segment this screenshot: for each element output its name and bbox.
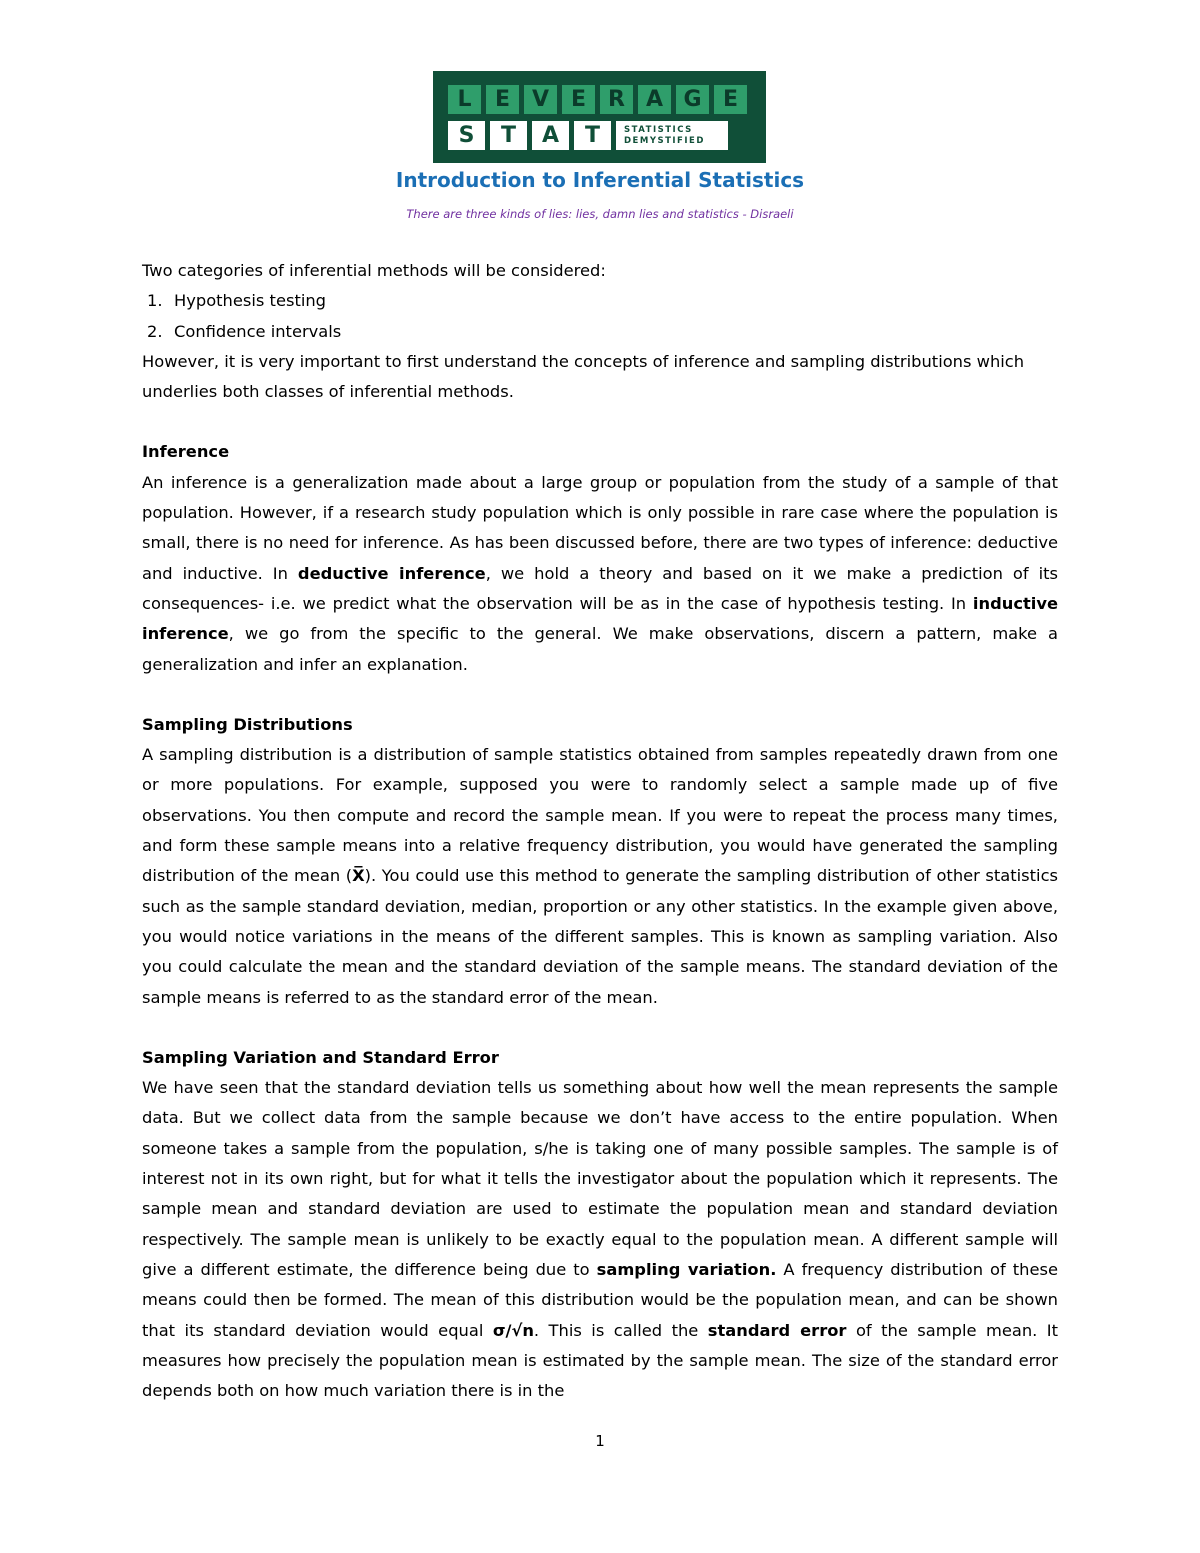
text-run: We have seen that the standard deviation tells us something about how well the mean represents the sample data. But we collect data from the sample because we don’t have access to the entire population. When someone takes a sample from the population, s/he is taking one of many possible samples. The sample is of interest not in its own right, but for what it tells the investigator about the population which it represents. The sample mean and standard deviation are used to estimate the population mean and standard deviation respectively. The sample mean is unlikely to be exactly equal to the population mean. A different sample will give a different estimate, the difference being due to — [142, 1078, 1058, 1279]
text-run: , we hold a theory and based on it we make a prediction of its consequences- i.e. we predict what the observation will be as in the case of hypothesis testing. In — [142, 563, 1058, 613]
logo-letter: A — [532, 121, 569, 150]
standard-error-formula: σ/√n — [492, 1320, 534, 1340]
bold-term: inductive inference — [142, 593, 1058, 644]
leverage-stat-logo — [433, 71, 766, 163]
section-heading-inference: Inference — [142, 442, 230, 462]
list-number: 2. — [147, 321, 163, 341]
logo-row-stat — [448, 121, 728, 150]
text-run: . This is called the — [533, 1320, 708, 1340]
text-run: , we go from the specific to the general. We make observations, discern a pattern, make a generalization and infer an explanation. — [142, 624, 1058, 674]
logo-tagline — [616, 121, 728, 150]
text-run: A frequency distribution of these means could then be formed. The mean of this distribution would be the population mean, and can be shown that its standard deviation would equal — [142, 1259, 1058, 1340]
text-run: of the sample mean. It measures how precisely the population mean is estimated by the sample mean. The size of the standard error depends both on how much variation there is in the — [142, 1320, 1058, 1401]
page-title: Introduction to Inferential Statistics — [395, 168, 805, 192]
list-number: 1. — [147, 291, 163, 311]
logo-row-leverage — [448, 85, 747, 114]
logo-tagline-line1: STATISTICS — [624, 124, 693, 135]
text-run: A sampling distribution is a distribution of sample statistics obtained from samples repeatedly drawn from one or more populations. For example, supposed you were to randomly select a sample made up of five observations. You then compute and record the sample mean. If you were to repeat the process many times, and form these sample means into a relative frequency distribution, you would have generated the sampling distribution of the mean ( — [142, 745, 1058, 886]
logo-letter: T — [574, 121, 611, 150]
logo-letter: E — [562, 85, 595, 114]
epigraph-quote: There are three kinds of lies: lies, damn lies and statistics - Disraeli — [406, 207, 794, 221]
bold-term: standard error — [707, 1320, 847, 1340]
logo-letter: V — [524, 85, 557, 114]
intro-closing: However, it is very important to first understand the concepts of inference and sampling distributions which underlies both classes of inferential methods. — [142, 351, 1025, 402]
logo-letter: A — [638, 85, 671, 114]
logo-letter: R — [600, 85, 633, 114]
bold-term: deductive inference — [297, 563, 486, 583]
bold-term: sampling variation. — [596, 1259, 777, 1279]
method-list — [142, 286, 1058, 347]
logo-letter: L — [448, 85, 481, 114]
logo-tagline-line2: DEMYSTIFIED — [624, 135, 705, 146]
list-item-text: Confidence intervals — [174, 321, 342, 341]
document-body — [142, 256, 1058, 1406]
sampling-variation-paragraph — [142, 1073, 1058, 1406]
logo-letter: T — [490, 121, 527, 150]
list-item — [142, 317, 1058, 347]
list-item-text: Hypothesis testing — [174, 291, 327, 311]
section-heading-sampling-distributions: Sampling Distributions — [142, 714, 353, 734]
text-run: ). You could use this method to generate the sampling distribution of other statistics such as the sample standard deviation, median, proportion or any other statistics. In the example given above, you would notice variations in the means of the different samples. This is known as sampling variation. Also you could calculate the mean and the standard deviation of the sample means. The standard deviation of the sample means is referred to as the standard error of the mean. — [142, 866, 1059, 1007]
page-number: 1 — [595, 1432, 605, 1450]
mean-symbol: X̅ — [352, 866, 365, 886]
logo-letter: S — [448, 121, 485, 150]
text-run: An inference is a generalization made about a large group or population from the study of a sample of that population. However, if a research study population which is only possible in rare case where the population is small, there is no need for inference. As has been discussed before, there are two types of inference: deductive and inductive. In — [142, 472, 1058, 583]
intro-lead: Two categories of inferential methods will be considered: — [142, 261, 606, 280]
list-item — [142, 286, 1058, 316]
logo-letter: G — [676, 85, 709, 114]
inference-paragraph — [142, 468, 1058, 680]
section-heading-sampling-variation: Sampling Variation and Standard Error — [142, 1047, 499, 1067]
logo-letter: E — [486, 85, 519, 114]
sampling-distributions-paragraph — [142, 740, 1058, 1013]
logo-letter: E — [714, 85, 747, 114]
